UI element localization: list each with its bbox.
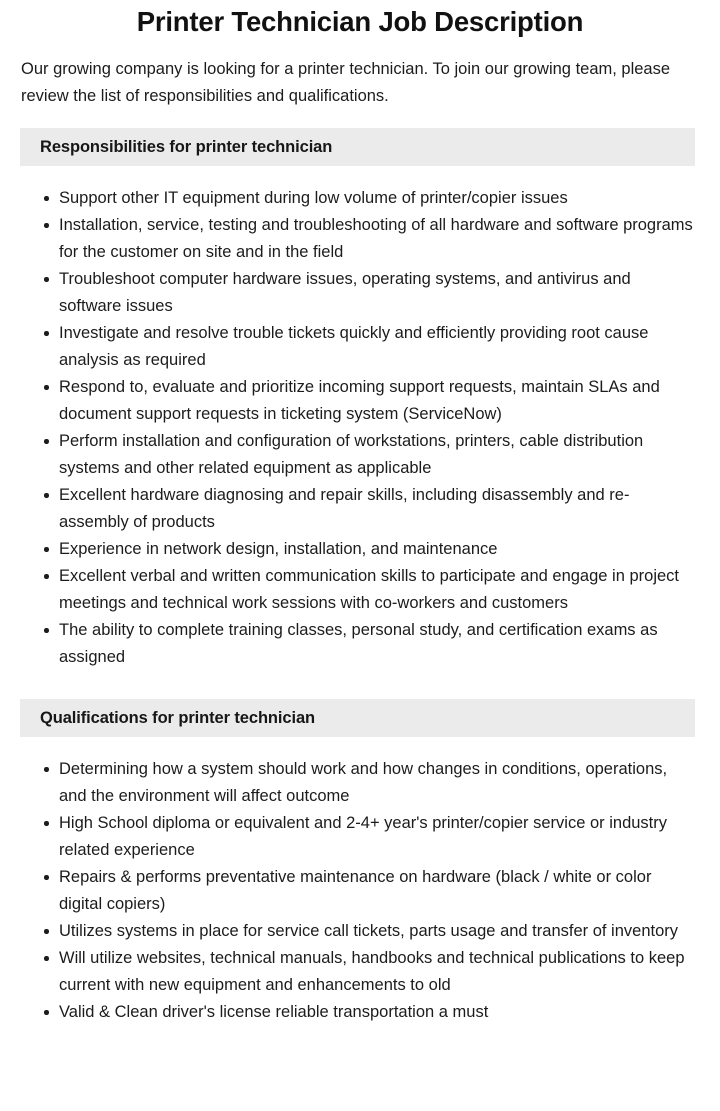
- intro-paragraph: Our growing company is looking for a printer technician. To join our growing team, please review the list of responsibilities and qualifications.: [21, 60, 671, 105]
- section-heading-responsibilities: Responsibilities for printer technician: [20, 128, 695, 166]
- bullet-icon: [44, 547, 49, 552]
- bullet-icon: [44, 821, 49, 826]
- bullet-icon: [44, 929, 49, 934]
- bullet-icon: [44, 196, 49, 201]
- list-item-text: Perform installation and configuration of workstations, printers, cable distribution systems and other related equipment as applicable: [59, 432, 644, 477]
- bullet-icon: [44, 956, 49, 961]
- bullet-icon: [44, 574, 49, 579]
- list-item-text: Support other IT equipment during low volume of printer/copier issues: [59, 189, 568, 207]
- list-item: [0, 617, 720, 671]
- list-item: [0, 563, 720, 617]
- section-heading-qualifications: Qualifications for printer technician: [20, 699, 695, 737]
- bullet-icon: [44, 331, 49, 336]
- list-item: [0, 810, 720, 864]
- bullet-icon: [44, 277, 49, 282]
- list-item: [0, 374, 720, 428]
- list-item-text: Utilizes systems in place for service call tickets, parts usage and transfer of inventory: [59, 922, 678, 940]
- section-responsibilities: [0, 128, 720, 673]
- responsibilities-list: [0, 185, 720, 671]
- qualifications-list-container: [0, 737, 720, 1046]
- list-item-text: Experience in network design, installation, and maintenance: [59, 540, 498, 558]
- list-item-text: Installation, service, testing and troubleshooting of all hardware and software programs for the customer on site and in the field: [59, 216, 693, 261]
- bullet-icon: [44, 385, 49, 390]
- list-item: [0, 536, 720, 563]
- page-title: Printer Technician Job Description: [136, 6, 584, 37]
- list-item-text: Troubleshoot computer hardware issues, operating systems, and antivirus and software issues: [59, 270, 631, 315]
- list-item-text: Valid & Clean driver's license reliable transportation a must: [59, 1003, 489, 1021]
- list-item-text: Excellent verbal and written communication skills to participate and engage in project meetings and technical work sessions with co-workers and customers: [59, 567, 679, 612]
- bullet-icon: [44, 439, 49, 444]
- list-item: [0, 864, 720, 918]
- list-item: [0, 756, 720, 810]
- list-item-text: Excellent hardware diagnosing and repair skills, including disassembly and re-assembly of products: [59, 486, 630, 531]
- list-item: [0, 428, 720, 482]
- list-item-text: The ability to complete training classes, personal study, and certification exams as assigned: [59, 621, 658, 666]
- list-item-text: Investigate and resolve trouble tickets quickly and efficiently providing root cause analysis as required: [59, 324, 649, 369]
- list-item: [0, 918, 720, 945]
- bullet-icon: [44, 767, 49, 772]
- bullet-icon: [44, 223, 49, 228]
- list-item-text: Repairs & performs preventative maintenance on hardware (black / white or color digital copiers): [59, 868, 652, 913]
- bullet-icon: [44, 628, 49, 633]
- bullet-icon: [44, 1010, 49, 1015]
- list-item-text: Respond to, evaluate and prioritize incoming support requests, maintain SLAs and document support requests in ticketing system (ServiceNow): [59, 378, 660, 423]
- list-item: [0, 482, 720, 536]
- bullet-icon: [44, 493, 49, 498]
- list-item: [0, 212, 720, 266]
- responsibilities-list-container: [0, 166, 720, 673]
- list-item-text: High School diploma or equivalent and 2-4+ year's printer/copier service or industry related experience: [59, 814, 668, 859]
- list-item: [0, 266, 720, 320]
- list-item: [0, 999, 720, 1026]
- list-item: [0, 185, 720, 212]
- list-item-text: Will utilize websites, technical manuals, handbooks and technical publications to keep current with new equipment and enhancements to old: [59, 949, 685, 994]
- list-item-text: Determining how a system should work and how changes in conditions, operations, and the environment will affect outcome: [59, 760, 668, 805]
- list-item: [0, 320, 720, 374]
- bullet-icon: [44, 875, 49, 880]
- section-qualifications: [0, 699, 720, 1046]
- qualifications-list: [0, 756, 720, 1026]
- list-item: [0, 945, 720, 999]
